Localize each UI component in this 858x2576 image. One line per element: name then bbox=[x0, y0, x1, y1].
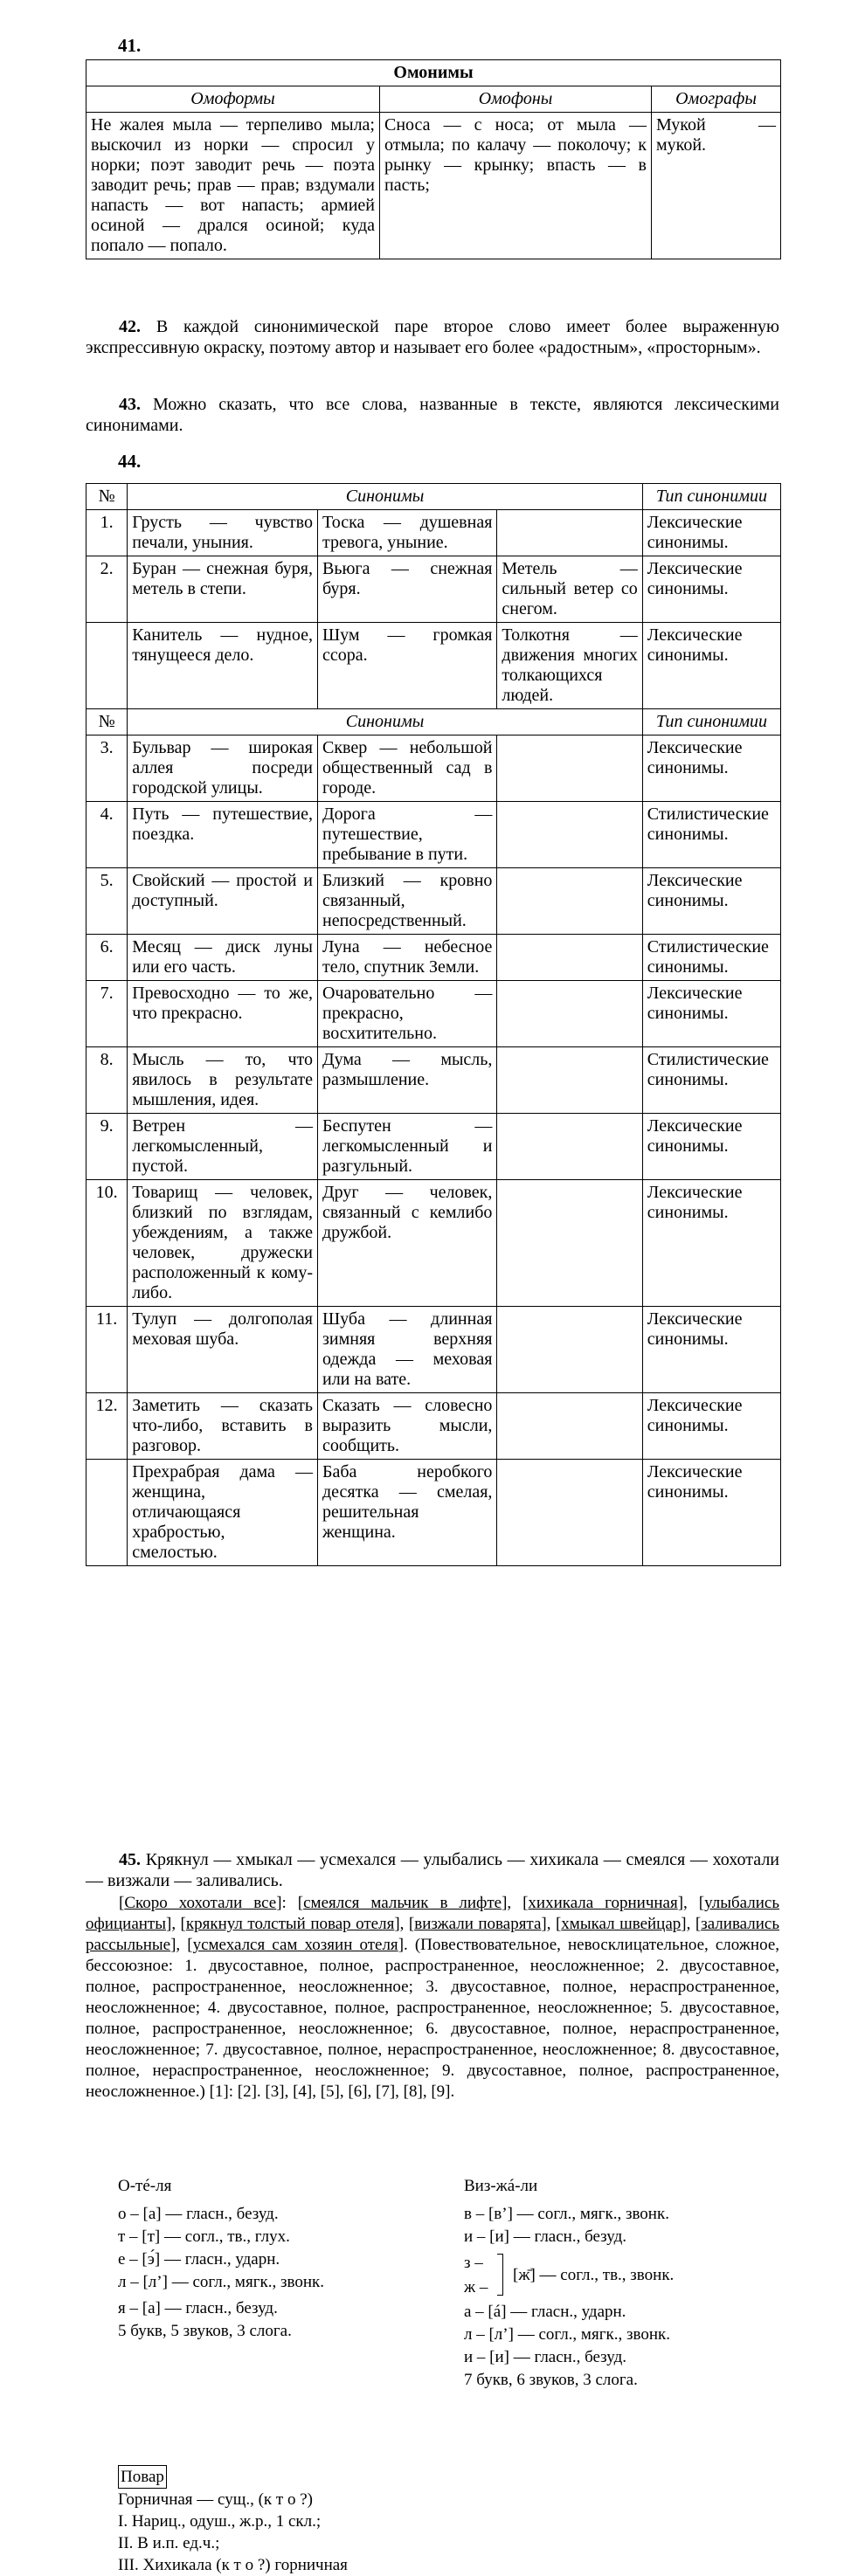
homonyms-table bbox=[86, 59, 781, 259]
synonymy-type: Лексические синонимы. bbox=[642, 1180, 780, 1307]
synonym-3 bbox=[497, 736, 642, 802]
header-type: Тип синонимии bbox=[642, 484, 780, 510]
synonym-2: Беспутен — легкомысленный и разгульный. bbox=[317, 1114, 496, 1180]
phonetic-right-word: Виз-жá-ли bbox=[464, 2177, 538, 2195]
synonyms-header-row bbox=[86, 484, 781, 510]
phonetic-right-summary: 7 букв, 6 звуков, 3 слога. bbox=[464, 2371, 638, 2389]
synonym-2: Луна — небесное тело, спутник Земли. bbox=[317, 935, 496, 981]
synonyms-header-row bbox=[86, 709, 781, 736]
synonym-2: Сквер — небольшой общественный сад в городе. bbox=[317, 736, 496, 802]
row-number: 3. bbox=[86, 736, 128, 802]
synonymy-type: Лексические синонимы. bbox=[642, 556, 780, 623]
table-row bbox=[86, 510, 781, 556]
exercise-42-text: В каждой синонимической паре второе слово имеет более выраженную экспрессивную окраску, поэтому автор и называет его более «радостным», «просторным». bbox=[86, 317, 779, 357]
synonym-2: Сказать — словесно выразить мысли, сообщить. bbox=[317, 1393, 496, 1460]
synonym-3 bbox=[497, 510, 642, 556]
synonym-2: Шуба — длинная зимняя верхняя одежда — меховая или на вате. bbox=[317, 1307, 496, 1393]
header-omoformy: Омоформы bbox=[86, 86, 380, 113]
exercise-44-number: 44. bbox=[118, 451, 142, 472]
exercise-42 bbox=[86, 316, 779, 358]
phonetic-right-line: а – [á] — гласн., ударн. bbox=[464, 2303, 626, 2321]
row-number: 8. bbox=[86, 1047, 128, 1114]
clause-4: улыбались официанты bbox=[86, 1894, 780, 1933]
table-row bbox=[86, 623, 781, 709]
phonetic-left-line: е – [э́] — гласн., ударн. bbox=[118, 2250, 280, 2269]
morph-word-box: Повар bbox=[118, 2465, 167, 2489]
synonym-1: Товарищ — человек, близкий по взглядам, убеждениям, а также человек, дружески расположенный к кому-либо. bbox=[128, 1180, 318, 1307]
synonym-3 bbox=[497, 1047, 642, 1114]
synonymy-type: Лексические синонимы. bbox=[642, 736, 780, 802]
phonetic-right-line: л – [л’] — согл., мягк., звонк. bbox=[464, 2325, 670, 2344]
header-synonyms: Синонимы bbox=[128, 709, 643, 736]
phonetic-left-line: л – [л’] — согл., мягк., звонк. bbox=[118, 2273, 324, 2291]
row-number: 9. bbox=[86, 1114, 128, 1180]
synonym-1: Тулуп — долгополая меховая шуба. bbox=[128, 1307, 318, 1393]
clause-9: усмехался сам хозяин отеля bbox=[192, 1936, 398, 1954]
row-number: 2. bbox=[86, 556, 128, 623]
row-number: 12. bbox=[86, 1393, 128, 1460]
sound-zh-long: [ж̄] — согл., тв., звонк. bbox=[513, 2266, 675, 2284]
synonym-3 bbox=[497, 1307, 642, 1393]
phonetic-right-line: в – [в’] — согл., мягк., звонк. bbox=[464, 2205, 669, 2223]
synonym-3 bbox=[497, 1114, 642, 1180]
table-row bbox=[86, 1180, 781, 1307]
synonymy-type: Лексические синонимы. bbox=[642, 623, 780, 709]
row-number: 1. bbox=[86, 510, 128, 556]
exercise-43 bbox=[86, 394, 779, 436]
analysis-text: (Повествовательное, невосклицательное, сложное, бессоюзное: 1. двусоставное, полное, распространенное, неосложненное; 2. двусоставное, полное, распространенное, неосложненное; 3. двусоставное, полное, нераспространенное, неосложненное; 4. двусоставное, полное, распространенное, неосложненное; 5. двусоставное, полное, распространенное, неосложненное; 6. двусоставное, полное, нераспространенное, неосложненное; 7. двусоставное, полное, нераспространенное, неосложненное; 8. двусоставное, полное, нераспространенное, неосложненное; 9. двусоставное, полное, распространенное, неосложненное.) [1]: [2]. [3], [4], [5], [6], [7], [8], [9]. bbox=[86, 1936, 780, 2101]
morph-analysis bbox=[118, 2465, 348, 2576]
clause-5: крякнул толстый повар отеля bbox=[185, 1915, 395, 1933]
row-number: 6. bbox=[86, 935, 128, 981]
synonym-3 bbox=[497, 981, 642, 1047]
synonym-1: Свойский — простой и доступный. bbox=[128, 868, 318, 935]
phonetic-left-line: я – [а] — гласн., безуд. bbox=[118, 2299, 278, 2317]
phonetic-left-summary: 5 букв, 5 звуков, 3 слога. bbox=[118, 2322, 292, 2340]
exercise-43-number: 43. bbox=[119, 395, 141, 414]
synonym-3 bbox=[497, 1180, 642, 1307]
phonetic-left-line: т – [т] — согл., тв., глух. bbox=[118, 2227, 290, 2246]
homonyms-title: Омонимы bbox=[86, 60, 781, 86]
clause-1: Скоро хохотали все bbox=[124, 1894, 277, 1912]
clause-3: хихикала горничная bbox=[528, 1894, 678, 1912]
synonym-1: Месяц — диск луны или его часть. bbox=[128, 935, 318, 981]
phonetic-left-word: О-тé-ля bbox=[118, 2177, 172, 2195]
synonyms-table bbox=[86, 483, 781, 1566]
synonymy-type: Лексические синонимы. bbox=[642, 1460, 780, 1566]
synonym-1: Грусть — чувство печали, уныния. bbox=[128, 510, 318, 556]
synonym-2: Тоска — душевная тревога, уныние. bbox=[317, 510, 496, 556]
row-number: 10. bbox=[86, 1180, 128, 1307]
synonym-2: Вьюга — снежная буря. bbox=[317, 556, 496, 623]
row-number: 7. bbox=[86, 981, 128, 1047]
phonetic-left bbox=[118, 2175, 324, 2343]
table-row bbox=[86, 935, 781, 981]
phonetic-left-line: о – [а] — гласн., безуд. bbox=[118, 2205, 279, 2223]
row-number bbox=[86, 623, 128, 709]
synonym-1: Путь — путешествие, поездка. bbox=[128, 802, 318, 868]
table-row bbox=[86, 556, 781, 623]
synonymy-type: Лексические синонимы. bbox=[642, 1307, 780, 1393]
synonym-1: Заметить — сказать что-либо, вставить в разговор. bbox=[128, 1393, 318, 1460]
table-row bbox=[86, 802, 781, 868]
synonym-3: Толкотня — движения многих толкающихся людей. bbox=[497, 623, 642, 709]
synonym-3: Метель — сильный ветер со снегом. bbox=[497, 556, 642, 623]
letter-z: з – bbox=[464, 2254, 483, 2272]
morph-line: II. В и.п. ед.ч.; bbox=[118, 2534, 220, 2552]
header-omografy: Омографы bbox=[652, 86, 781, 113]
synonym-2: Баба неробкого десятка — смелая, решительная женщина. bbox=[317, 1460, 496, 1566]
synonym-3 bbox=[497, 1393, 642, 1460]
synonym-2: Шум — громкая ссора. bbox=[317, 623, 496, 709]
synonymy-type: Стилистические синонимы. bbox=[642, 1047, 780, 1114]
morph-word bbox=[118, 2465, 348, 2489]
morph-line: I. Нариц., одуш., ж.р., 1 скл.; bbox=[118, 2512, 322, 2531]
synonymy-type: Лексические синонимы. bbox=[642, 1114, 780, 1180]
morph-line: Горничная — сущ., (к т о ?) bbox=[118, 2490, 313, 2509]
synonym-2: Близкий — кровно связанный, непосредственный. bbox=[317, 868, 496, 935]
synonym-1: Буран — снежная буря, метель в степи. bbox=[128, 556, 318, 623]
synonym-2: Друг — человек, связанный с кемлибо дружбой. bbox=[317, 1180, 496, 1307]
table-row bbox=[86, 1460, 781, 1566]
synonym-2: Очаровательно — прекрасно, восхитительно. bbox=[317, 981, 496, 1047]
header-number: № bbox=[86, 484, 128, 510]
clause-2: смеялся мальчик в лифте bbox=[303, 1894, 502, 1912]
synonym-3 bbox=[497, 935, 642, 981]
row-number: 5. bbox=[86, 868, 128, 935]
table-row bbox=[86, 1047, 781, 1114]
cell-omoformy: Не жалея мыла — терпеливо мыла; выскочил из норки — спросил у норки; поэт заводит речь — поэта заводит речь; прав — прав; вздумали напасть — вот напасть; армией осиной — дрался осиной; куда попало — попало. bbox=[86, 113, 380, 259]
synonym-3 bbox=[497, 868, 642, 935]
exercise-45 bbox=[86, 1849, 779, 2103]
synonym-2: Дорога — путешествие, пребывание в пути. bbox=[317, 802, 496, 868]
synonymy-type: Стилистические синонимы. bbox=[642, 802, 780, 868]
morph-line: III. Хихикала (к т о ?) горничная bbox=[118, 2556, 348, 2574]
synonym-1: Канитель — нудное, тянущееся дело. bbox=[128, 623, 318, 709]
synonym-1: Бульвар — широкая аллея посреди городской улицы. bbox=[128, 736, 318, 802]
row-number bbox=[86, 1460, 128, 1566]
exercise-45-chain: Крякнул — хмыкал — усмехался — улыбались — хихикала — смеялся — хохотали — визжали — заливались. bbox=[86, 1850, 780, 1890]
synonymy-type: Лексические синонимы. bbox=[642, 1393, 780, 1460]
synonymy-type: Лексические синонимы. bbox=[642, 981, 780, 1047]
row-number: 4. bbox=[86, 802, 128, 868]
synonym-1: Прехрабрая дама — женщина, отличающаяся храбростью, смелостью. bbox=[128, 1460, 318, 1566]
table-row bbox=[86, 868, 781, 935]
clause-8: заливались рассыльные bbox=[86, 1915, 780, 1954]
clause-6: визжали поварята bbox=[414, 1915, 542, 1933]
table-row bbox=[86, 1307, 781, 1393]
header-omofony: Омофоны bbox=[380, 86, 652, 113]
phonetic-right-zzh bbox=[464, 2248, 675, 2301]
exercise-42-number: 42. bbox=[119, 317, 141, 336]
exercise-41-number: 41. bbox=[118, 35, 142, 56]
cell-omofony: Сноса — с носа; от мыла — отмыла; по калачу — поколочу; к рынку — крынку; впасть — в пасть; bbox=[380, 113, 652, 259]
clause-7: хмыкал швейцар bbox=[561, 1915, 682, 1933]
header-synonyms: Синонимы bbox=[128, 484, 643, 510]
row-number: 11. bbox=[86, 1307, 128, 1393]
letter-zh: ж – bbox=[464, 2278, 488, 2296]
table-row bbox=[86, 1393, 781, 1460]
exercise-45-number: 45. bbox=[119, 1850, 141, 1869]
phonetic-right-line: и – [и] — гласн., безуд. bbox=[464, 2227, 626, 2246]
synonym-1: Превосходно — то же, что прекрасно. bbox=[128, 981, 318, 1047]
sentence-analysis: [Скоро хохотали все]: [смеялся мальчик в лифте], [хихикала горничная], [улыбались официанты], [крякнул толстый повар отеля], [визжали поварята], [хмыкал швейцар], [заливались рассыльные], [усмехался сам хозяин отеля]. (Повествовательное, невосклицательное, сложное, бессоюзное: 1. двусоставное, полное, распространенное, неосложненное; 2. двусоставное, полное, распространенное, неосложненное; 3. двусоставное, полное, нераспространенное, неосложненное; 4. двусоставное, полное, распространенное, неосложненное; 5. двусоставное, полное, распространенное, неосложненное; 6. двусоставное, полное, нераспространенное, неосложненное; 7. двусоставное, полное, нераспространенное, неосложненное; 8. двусоставное, полное, нераспространенное, неосложненное; 9. двусоставное, полное, распространенное, неосложненное.) [1]: [2]. [3], [4], [5], [6], [7], [8], [9]. bbox=[86, 1894, 780, 2101]
exercise-43-text: Можно сказать, что все слова, названные в тексте, являются лексическими синонимами. bbox=[86, 395, 780, 435]
synonym-3 bbox=[497, 802, 642, 868]
synonym-1: Мысль — то, что явилось в результате мышления, идея. bbox=[128, 1047, 318, 1114]
synonym-2: Дума — мысль, размышление. bbox=[317, 1047, 496, 1114]
synonymy-type: Лексические синонимы. bbox=[642, 868, 780, 935]
synonymy-type: Лексические синонимы. bbox=[642, 510, 780, 556]
table-row bbox=[86, 981, 781, 1047]
header-type: Тип синонимии bbox=[642, 709, 780, 736]
header-number: № bbox=[86, 709, 128, 736]
synonymy-type: Стилистические синонимы. bbox=[642, 935, 780, 981]
table-row bbox=[86, 736, 781, 802]
phonetic-right bbox=[464, 2175, 675, 2392]
synonym-1: Ветрен — легкомысленный, пустой. bbox=[128, 1114, 318, 1180]
cell-omografy: Мукой — мукой. bbox=[652, 113, 781, 259]
synonym-3 bbox=[497, 1460, 642, 1566]
table-row bbox=[86, 1114, 781, 1180]
bracket bbox=[497, 2254, 503, 2296]
phonetic-right-line: и – [и] — гласн., безуд. bbox=[464, 2348, 626, 2366]
